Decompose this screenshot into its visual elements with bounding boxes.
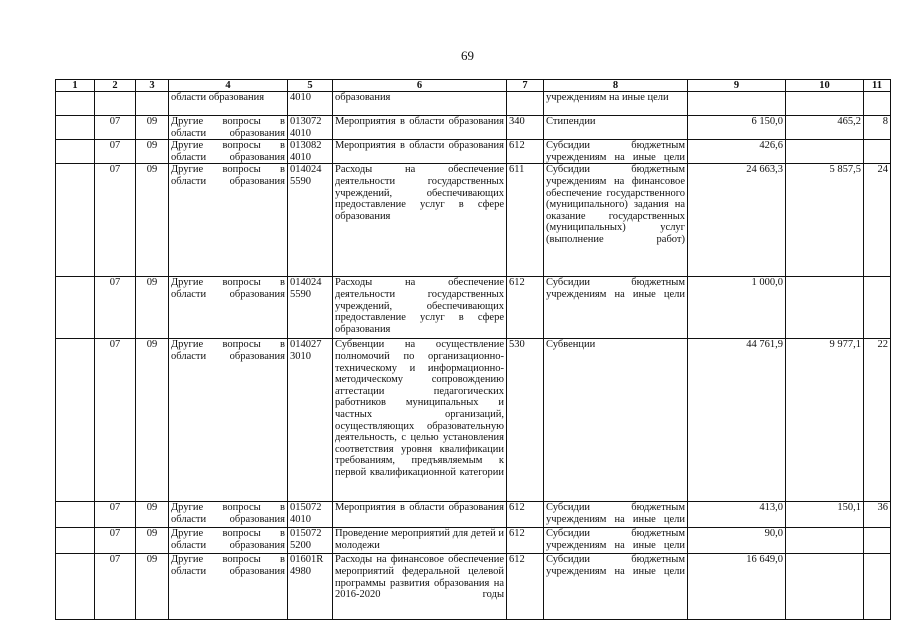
cell-target-code: 014024 5590 xyxy=(288,277,333,339)
cell-expense-name: Субсидии бюджетным учреждениям на финансовое обеспечение государственного (муниципального) задания на оказание государственных (муниципальных) услуг (выполнение работ) xyxy=(544,164,688,277)
cell-expense-code: 612 xyxy=(507,140,544,164)
cell-expense-code: 612 xyxy=(507,277,544,339)
cell-percent: 36 xyxy=(864,502,891,528)
header-cell: 11 xyxy=(864,80,891,92)
cell-amount: 6 150,0 xyxy=(688,116,786,140)
cell-expense-name: учреждениям на иные цели xyxy=(544,92,688,116)
table-row xyxy=(56,339,891,502)
cell-section: 07 xyxy=(95,528,136,554)
header-cell: 5 xyxy=(288,80,333,92)
cell-amount: 24 663,3 xyxy=(688,164,786,277)
table-row xyxy=(56,528,891,554)
cell-subsection-name: Другие вопросы в области образования xyxy=(169,164,288,277)
cell-percent xyxy=(864,554,891,620)
cell-col1 xyxy=(56,528,95,554)
table-row xyxy=(56,116,891,140)
cell-expense-code: 530 xyxy=(507,339,544,502)
table-row xyxy=(56,164,891,277)
cell-expense-code: 612 xyxy=(507,554,544,620)
cell-target-name: Мероприятия в области образования xyxy=(333,140,507,164)
cell-col1 xyxy=(56,140,95,164)
page-number: 69 xyxy=(461,48,474,63)
cell-target-name: Расходы на финансовое обеспечение мероприятий федеральной целевой программы развития образования на 2016-2020 годы xyxy=(333,554,507,620)
cell-executed xyxy=(786,528,864,554)
cell-subsection-name: области образования xyxy=(169,92,288,116)
cell-subsection: 09 xyxy=(136,339,169,502)
cell-subsection-name: Другие вопросы в области образования xyxy=(169,140,288,164)
cell-executed: 465,2 xyxy=(786,116,864,140)
cell-expense-name: Стипендии xyxy=(544,116,688,140)
cell-subsection xyxy=(136,92,169,116)
cell-section: 07 xyxy=(95,140,136,164)
cell-expense-name: Субсидии бюджетным учреждениям на иные цели xyxy=(544,140,688,164)
cell-target-name: Субвенции на осуществление полномочий по организационно-техническому и информационно-методическому сопровождению аттестации педагогических работников муниципальных и частных организаций, осуществляющих образовательную деятельность, с целью установления соответствия уровня квалификации требованиям, предъявляемым к первой квалификационной категории xyxy=(333,339,507,502)
cell-expense-code: 612 xyxy=(507,502,544,528)
header-cell: 2 xyxy=(95,80,136,92)
cell-subsection: 09 xyxy=(136,528,169,554)
cell-percent xyxy=(864,277,891,339)
table-row xyxy=(56,277,891,339)
cell-subsection: 09 xyxy=(136,140,169,164)
cell-percent xyxy=(864,140,891,164)
cell-target-code: 013082 4010 xyxy=(288,140,333,164)
cell-percent: 8 xyxy=(864,116,891,140)
cell-executed xyxy=(786,92,864,116)
cell-subsection-name: Другие вопросы в области образования xyxy=(169,116,288,140)
cell-section: 07 xyxy=(95,116,136,140)
cell-target-name: Мероприятия в области образования xyxy=(333,502,507,528)
header-cell: 7 xyxy=(507,80,544,92)
cell-target-code: 014027 3010 xyxy=(288,339,333,502)
cell-target-name: образования xyxy=(333,92,507,116)
cell-col1 xyxy=(56,502,95,528)
cell-subsection: 09 xyxy=(136,554,169,620)
cell-executed: 9 977,1 xyxy=(786,339,864,502)
header-cell: 9 xyxy=(688,80,786,92)
cell-subsection: 09 xyxy=(136,277,169,339)
cell-expense-name: Субсидии бюджетным учреждениям на иные цели xyxy=(544,554,688,620)
cell-target-name: Расходы на обеспечение деятельности государственных учреждений, обеспечивающих предоставление услуг в сфере образования xyxy=(333,277,507,339)
cell-amount: 1 000,0 xyxy=(688,277,786,339)
cell-subsection-name: Другие вопросы в области образования xyxy=(169,528,288,554)
table-row xyxy=(56,554,891,620)
cell-executed xyxy=(786,277,864,339)
cell-col1 xyxy=(56,92,95,116)
table-row xyxy=(56,92,891,116)
cell-subsection-name: Другие вопросы в области образования xyxy=(169,554,288,620)
cell-amount: 16 649,0 xyxy=(688,554,786,620)
cell-col1 xyxy=(56,339,95,502)
cell-expense-code: 611 xyxy=(507,164,544,277)
cell-target-name: Мероприятия в области образования xyxy=(333,116,507,140)
cell-expense-name: Субсидии бюджетным учреждениям на иные цели xyxy=(544,502,688,528)
header-cell: 4 xyxy=(169,80,288,92)
cell-executed xyxy=(786,140,864,164)
cell-section: 07 xyxy=(95,502,136,528)
header-cell: 10 xyxy=(786,80,864,92)
cell-amount: 44 761,9 xyxy=(688,339,786,502)
cell-col1 xyxy=(56,116,95,140)
header-cell: 8 xyxy=(544,80,688,92)
cell-expense-code: 340 xyxy=(507,116,544,140)
cell-col1 xyxy=(56,164,95,277)
cell-subsection-name: Другие вопросы в области образования xyxy=(169,502,288,528)
header-cell: 1 xyxy=(56,80,95,92)
header-row xyxy=(56,80,891,92)
cell-amount: 90,0 xyxy=(688,528,786,554)
cell-subsection: 09 xyxy=(136,502,169,528)
cell-target-code: 4010 xyxy=(288,92,333,116)
cell-section: 07 xyxy=(95,164,136,277)
cell-target-name: Проведение мероприятий для детей и молодежи xyxy=(333,528,507,554)
cell-expense-code xyxy=(507,92,544,116)
cell-percent: 22 xyxy=(864,339,891,502)
cell-subsection-name: Другие вопросы в области образования xyxy=(169,339,288,502)
cell-section: 07 xyxy=(95,339,136,502)
cell-expense-code: 612 xyxy=(507,528,544,554)
cell-target-code: 014024 5590 xyxy=(288,164,333,277)
budget-table xyxy=(55,79,891,620)
cell-col1 xyxy=(56,277,95,339)
cell-percent xyxy=(864,528,891,554)
cell-percent: 24 xyxy=(864,164,891,277)
cell-subsection: 09 xyxy=(136,164,169,277)
cell-expense-name: Субсидии бюджетным учреждениям на иные цели xyxy=(544,277,688,339)
cell-executed: 150,1 xyxy=(786,502,864,528)
cell-col1 xyxy=(56,554,95,620)
cell-target-code: 015072 4010 xyxy=(288,502,333,528)
cell-percent xyxy=(864,92,891,116)
cell-section: 07 xyxy=(95,554,136,620)
table-row xyxy=(56,502,891,528)
cell-section xyxy=(95,92,136,116)
table-row xyxy=(56,140,891,164)
cell-amount: 426,6 xyxy=(688,140,786,164)
cell-target-code: 015072 5200 xyxy=(288,528,333,554)
cell-amount xyxy=(688,92,786,116)
cell-executed xyxy=(786,554,864,620)
cell-subsection-name: Другие вопросы в области образования xyxy=(169,277,288,339)
cell-executed: 5 857,5 xyxy=(786,164,864,277)
cell-target-code: 013072 4010 xyxy=(288,116,333,140)
cell-target-name: Расходы на обеспечение деятельности государственных учреждений, обеспечивающих предоставление услуг в сфере образования xyxy=(333,164,507,277)
cell-expense-name: Субвенции xyxy=(544,339,688,502)
cell-expense-name: Субсидии бюджетным учреждениям на иные цели xyxy=(544,528,688,554)
cell-target-code: 01601R 4980 xyxy=(288,554,333,620)
cell-subsection: 09 xyxy=(136,116,169,140)
header-cell: 3 xyxy=(136,80,169,92)
cell-section: 07 xyxy=(95,277,136,339)
header-cell: 6 xyxy=(333,80,507,92)
cell-amount: 413,0 xyxy=(688,502,786,528)
